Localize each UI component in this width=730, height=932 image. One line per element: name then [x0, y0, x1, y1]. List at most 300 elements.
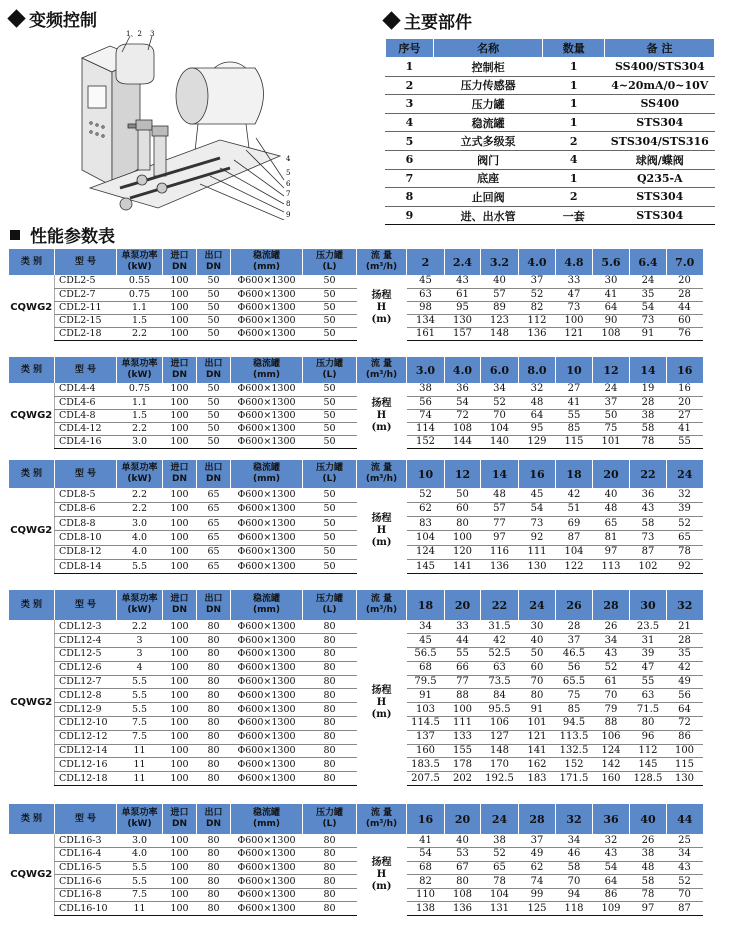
col-outlet-unit: DN	[205, 819, 221, 829]
head-value-cell: 125	[519, 902, 556, 916]
head-value-cell: 94.5	[556, 717, 593, 731]
col-model-label: 型 号	[74, 468, 97, 479]
stabilizer-cell: Φ600×1300	[231, 328, 303, 341]
power-cell: 5.5	[117, 689, 163, 703]
head-value-cell: 106	[593, 730, 630, 744]
outlet-cell: 80	[197, 717, 231, 731]
flow-value: 20	[445, 804, 481, 834]
outlet-cell: 80	[197, 902, 231, 916]
parts-heading: 主要部件	[385, 8, 472, 33]
col-power-unit: (kW)	[127, 262, 152, 272]
head-value-cell: 37	[519, 275, 556, 288]
inlet-cell: 100	[163, 888, 197, 902]
pressure-tank-cell: 50	[303, 328, 357, 341]
model-cell: CDL12-6	[55, 661, 117, 675]
power-cell: 0.55	[117, 275, 163, 288]
lift-label-line: 扬程	[371, 397, 392, 409]
power-cell: 2.2	[117, 620, 163, 634]
head-value-cell: 112	[519, 315, 556, 328]
head-value-cell: 65	[593, 517, 630, 531]
model-cell: CDL4-12	[55, 423, 117, 436]
flow-value: 26	[556, 590, 593, 620]
head-value-cell: 85	[556, 423, 593, 436]
power-cell: 7.5	[117, 717, 163, 731]
col-flow-label: 流 量	[370, 808, 393, 818]
head-value-cell: 46	[556, 848, 593, 862]
flow-value: 32	[667, 590, 703, 620]
head-value-cell: 42	[556, 488, 593, 502]
head-value-cell: 58	[630, 423, 667, 436]
model-cell: CDL12-18	[55, 772, 117, 786]
col-category	[9, 249, 55, 275]
col-model	[55, 249, 117, 275]
col-flow-label: 流 量	[370, 251, 393, 261]
square-bullet-icon	[10, 230, 20, 240]
parts-table	[385, 38, 715, 225]
head-value-cell: 101	[519, 717, 556, 731]
head-value-cell: 52	[481, 848, 519, 862]
inlet-cell: 100	[163, 620, 197, 634]
head-value-cell: 118	[556, 902, 593, 916]
head-value-cell: 124	[593, 744, 630, 758]
inlet-cell: 100	[163, 758, 197, 772]
head-value-cell: 76	[667, 328, 703, 341]
parts-row	[386, 95, 715, 114]
col-power-unit: (kW)	[127, 474, 152, 484]
head-value-cell: 110	[407, 888, 445, 902]
head-value-cell: 40	[481, 275, 519, 288]
col-power-unit: (kW)	[127, 605, 152, 615]
flow-value: 20	[593, 460, 630, 488]
head-value-cell: 192.5	[481, 772, 519, 786]
head-value-cell: 100	[445, 531, 481, 545]
col-outlet-unit: DN	[205, 474, 221, 484]
head-value-cell: 77	[445, 675, 481, 689]
flow-value: 6.4	[630, 249, 667, 275]
head-value-cell: 79	[593, 703, 630, 717]
inlet-cell: 100	[163, 744, 197, 758]
head-value-cell: 54	[445, 396, 481, 409]
head-value-cell: 63	[630, 689, 667, 703]
head-value-cell: 87	[556, 531, 593, 545]
table-row	[9, 275, 730, 288]
stabilizer-cell: Φ600×1300	[231, 383, 303, 396]
col-outlet-label: 出口	[204, 251, 223, 261]
model-cell: CDL12-14	[55, 744, 117, 758]
head-value-cell: 52.5	[481, 648, 519, 662]
power-cell: 2.2	[117, 488, 163, 502]
col-inlet	[163, 460, 197, 488]
outlet-cell: 80	[197, 861, 231, 875]
head-value-cell: 43	[445, 275, 481, 288]
head-value-cell: 43	[667, 861, 703, 875]
power-cell: 7.5	[117, 888, 163, 902]
part-name: 控制柜	[433, 58, 543, 77]
model-cell: CDL12-3	[55, 620, 117, 634]
head-value-cell: 121	[556, 328, 593, 341]
outlet-cell: 50	[197, 288, 231, 301]
head-value-cell: 78	[667, 545, 703, 559]
head-value-cell: 51	[556, 502, 593, 516]
head-value-cell: 60	[519, 661, 556, 675]
pressure-tank-cell: 80	[303, 675, 357, 689]
head-value-cell: 106	[481, 717, 519, 731]
head-value-cell: 28	[667, 288, 703, 301]
pressure-tank-cell: 50	[303, 383, 357, 396]
head-value-cell: 88	[445, 689, 481, 703]
inlet-cell: 100	[163, 396, 197, 409]
stabilizer-cell: Φ600×1300	[231, 848, 303, 862]
head-value-cell: 83	[407, 517, 445, 531]
booster-system-drawing	[70, 28, 300, 220]
head-value-cell: 87	[630, 545, 667, 559]
outlet-cell: 65	[197, 517, 231, 531]
inlet-cell: 100	[163, 834, 197, 848]
head-value-cell: 43	[593, 648, 630, 662]
col-inlet-label: 进口	[170, 594, 189, 604]
head-value-cell: 145	[407, 559, 445, 573]
head-value-cell: 123	[481, 315, 519, 328]
head-value-cell: 44	[667, 301, 703, 314]
col-inlet-label: 进口	[170, 463, 189, 473]
col-category-label: 类 别	[20, 468, 43, 479]
performance-table	[8, 804, 730, 916]
head-value-cell: 72	[667, 717, 703, 731]
power-cell: 5.5	[117, 703, 163, 717]
head-value-cell: 122	[556, 559, 593, 573]
head-value-cell: 45	[407, 634, 445, 648]
col-category-label: 类 别	[20, 813, 43, 824]
power-cell: 4.0	[117, 545, 163, 559]
inlet-cell: 100	[163, 559, 197, 573]
head-value-cell: 43	[630, 502, 667, 516]
outlet-cell: 80	[197, 648, 231, 662]
pressure-tank-cell: 80	[303, 848, 357, 862]
col-power-unit: (kW)	[127, 370, 152, 380]
stabilizer-cell: Φ600×1300	[231, 396, 303, 409]
head-value-cell: 33	[556, 275, 593, 288]
col-stabilizer-label: 稳流罐	[252, 808, 280, 818]
inlet-cell: 100	[163, 875, 197, 889]
flow-value: 32	[556, 804, 593, 834]
head-value-cell: 40	[519, 634, 556, 648]
part-name: 稳流罐	[433, 113, 543, 132]
head-value-cell: 162	[519, 758, 556, 772]
head-value-cell: 61	[445, 288, 481, 301]
head-value-cell: 171.5	[556, 772, 593, 786]
inlet-cell: 100	[163, 423, 197, 436]
flow-value: 24	[519, 590, 556, 620]
flow-value: 3.0	[407, 357, 445, 383]
head-value-cell: 38	[630, 409, 667, 422]
col-power	[117, 460, 163, 488]
head-value-cell: 49	[519, 848, 556, 862]
model-cell: CDL16-6	[55, 875, 117, 889]
performance-table	[8, 357, 730, 449]
lift-label-line: H	[376, 301, 387, 313]
head-value-cell: 41	[593, 288, 630, 301]
head-value-cell: 24	[593, 383, 630, 396]
head-value-cell: 131	[481, 902, 519, 916]
flow-value: 2	[407, 249, 445, 275]
outlet-cell: 80	[197, 744, 231, 758]
stabilizer-cell: Φ600×1300	[231, 488, 303, 502]
col-outlet-unit: DN	[205, 262, 221, 272]
head-value-cell: 115	[556, 436, 593, 449]
power-cell: 4.0	[117, 531, 163, 545]
part-no: 9	[386, 206, 434, 225]
head-value-cell: 104	[407, 531, 445, 545]
head-value-cell: 134	[407, 315, 445, 328]
stabilizer-cell: Φ600×1300	[231, 703, 303, 717]
pressure-tank-cell: 80	[303, 634, 357, 648]
head-value-cell: 148	[481, 744, 519, 758]
head-value-cell: 62	[519, 861, 556, 875]
model-cell: CDL12-7	[55, 675, 117, 689]
head-value-cell: 43	[593, 848, 630, 862]
col-model	[55, 460, 117, 488]
col-flow-label: 流 量	[370, 359, 393, 369]
pressure-tank-cell: 80	[303, 730, 357, 744]
head-value-cell: 52	[593, 661, 630, 675]
part-note: 球阀/蝶阀	[605, 150, 715, 169]
power-cell: 4	[117, 661, 163, 675]
col-category	[9, 590, 55, 620]
perf-header-row	[9, 460, 730, 488]
head-value-cell: 136	[519, 328, 556, 341]
head-value-cell: 80	[630, 717, 667, 731]
flow-value: 28	[519, 804, 556, 834]
lift-label-line: (m)	[371, 421, 392, 433]
flow-value: 28	[593, 590, 630, 620]
head-value-cell: 58	[630, 517, 667, 531]
head-value-cell: 73	[556, 301, 593, 314]
power-cell: 11	[117, 902, 163, 916]
head-value-cell: 109	[593, 902, 630, 916]
power-cell: 2.2	[117, 423, 163, 436]
model-cell: CDL16-3	[55, 834, 117, 848]
col-pressure-tank-unit: (L)	[322, 819, 337, 829]
stabilizer-cell: Φ600×1300	[231, 744, 303, 758]
flow-value: 7.0	[667, 249, 703, 275]
pressure-tank-cell: 50	[303, 315, 357, 328]
category-cell: CQWG2	[10, 524, 53, 536]
col-stabilizer-label: 稳流罐	[252, 594, 280, 604]
flow-value: 18	[556, 460, 593, 488]
head-value-cell: 54	[593, 861, 630, 875]
head-value-cell: 33	[445, 620, 481, 634]
head-value-cell: 116	[481, 545, 519, 559]
table-row	[9, 488, 730, 502]
callout-1-2: 1、2	[126, 30, 142, 38]
head-value-cell: 64	[593, 301, 630, 314]
head-value-cell: 138	[407, 902, 445, 916]
power-cell: 1.5	[117, 315, 163, 328]
outlet-cell: 50	[197, 301, 231, 314]
outlet-cell: 65	[197, 502, 231, 516]
model-cell: CDL12-16	[55, 758, 117, 772]
pressure-tank-cell: 80	[303, 648, 357, 662]
flow-value: 22	[481, 590, 519, 620]
part-name: 压力传感器	[433, 76, 543, 95]
callout-8: 8	[286, 200, 291, 208]
stabilizer-cell: Φ600×1300	[231, 620, 303, 634]
head-value-cell: 70	[519, 675, 556, 689]
head-value-cell: 38	[407, 383, 445, 396]
head-value-cell: 27	[556, 383, 593, 396]
col-pressure-tank-unit: (L)	[322, 262, 337, 272]
part-no: 5	[386, 132, 434, 151]
outlet-cell: 50	[197, 436, 231, 449]
model-cell: CDL2-18	[55, 328, 117, 341]
head-value-cell: 19	[630, 383, 667, 396]
power-cell: 5.5	[117, 559, 163, 573]
inlet-cell: 100	[163, 328, 197, 341]
table-row	[9, 620, 730, 634]
col-inlet	[163, 357, 197, 383]
head-value-cell: 28	[630, 396, 667, 409]
lift-label-line: (m)	[371, 313, 392, 325]
head-value-cell: 95	[445, 301, 481, 314]
head-value-cell: 47	[556, 288, 593, 301]
outlet-cell: 65	[197, 545, 231, 559]
part-no: 6	[386, 150, 434, 169]
model-cell: CDL2-11	[55, 301, 117, 314]
head-value-cell: 137	[407, 730, 445, 744]
part-note: 4~20mA/0~10V	[605, 76, 715, 95]
stabilizer-cell: Φ600×1300	[231, 902, 303, 916]
power-cell: 1.1	[117, 396, 163, 409]
lift-label-cell	[357, 275, 407, 341]
power-cell: 7.5	[117, 730, 163, 744]
pressure-tank-cell: 80	[303, 620, 357, 634]
stabilizer-cell: Φ600×1300	[231, 648, 303, 662]
col-outlet-label: 出口	[204, 463, 223, 473]
lift-label-cell	[357, 488, 407, 574]
col-model-label: 型 号	[74, 599, 97, 610]
head-value-cell: 74	[519, 875, 556, 889]
head-value-cell: 70	[481, 409, 519, 422]
flow-value: 12	[445, 460, 481, 488]
inlet-cell: 100	[163, 531, 197, 545]
outlet-cell: 50	[197, 328, 231, 341]
head-value-cell: 34	[593, 634, 630, 648]
col-inlet-label: 进口	[170, 359, 189, 369]
perf-header-row	[9, 804, 730, 834]
head-value-cell: 152	[407, 436, 445, 449]
inlet-cell: 100	[163, 675, 197, 689]
col-model-label: 型 号	[74, 256, 97, 267]
head-value-cell: 170	[481, 758, 519, 772]
col-stabilizer-unit: (mm)	[253, 474, 280, 484]
pressure-tank-cell: 80	[303, 661, 357, 675]
head-value-cell: 39	[667, 502, 703, 516]
head-value-cell: 27	[667, 409, 703, 422]
pressure-tank-cell: 80	[303, 703, 357, 717]
parts-row	[386, 169, 715, 188]
category-cell: CQWG2	[10, 696, 53, 708]
pressure-tank-cell: 80	[303, 744, 357, 758]
performance-table	[8, 249, 730, 341]
col-flow-unit: (m³/h)	[365, 370, 398, 380]
pressure-tank-cell: 50	[303, 423, 357, 436]
model-cell: CDL16-10	[55, 902, 117, 916]
head-value-cell: 45	[519, 488, 556, 502]
head-value-cell: 65	[481, 861, 519, 875]
col-inlet-unit: DN	[171, 819, 187, 829]
head-value-cell: 207.5	[407, 772, 445, 786]
head-value-cell: 58	[630, 875, 667, 889]
col-power-label: 单泵功率	[121, 463, 158, 473]
inlet-cell: 100	[163, 661, 197, 675]
parts-row	[386, 113, 715, 132]
pressure-tank-cell: 50	[303, 502, 357, 516]
head-value-cell: 31.5	[481, 620, 519, 634]
flow-value: 18	[407, 590, 445, 620]
part-qty: 1	[543, 169, 605, 188]
pressure-tank-cell: 50	[303, 488, 357, 502]
pressure-tank-cell: 50	[303, 301, 357, 314]
model-cell: CDL12-5	[55, 648, 117, 662]
lift-label-line: 扬程	[371, 289, 392, 301]
flow-value: 24	[667, 460, 703, 488]
stabilizer-cell: Φ600×1300	[231, 634, 303, 648]
col-pressure-tank-label: 压力罐	[315, 359, 343, 369]
head-value-cell: 99	[519, 888, 556, 902]
head-value-cell: 39	[630, 648, 667, 662]
head-value-cell: 145	[630, 758, 667, 772]
model-cell: CDL2-7	[55, 288, 117, 301]
head-value-cell: 35	[630, 288, 667, 301]
model-cell: CDL4-16	[55, 436, 117, 449]
part-no: 7	[386, 169, 434, 188]
head-value-cell: 28	[556, 620, 593, 634]
flow-value: 40	[630, 804, 667, 834]
head-value-cell: 73	[630, 315, 667, 328]
col-outlet	[197, 357, 231, 383]
flow-value: 10	[556, 357, 593, 383]
head-value-cell: 73	[630, 531, 667, 545]
diamond-bullet-icon	[382, 11, 400, 29]
head-value-cell: 38	[481, 834, 519, 848]
flow-value: 2.4	[445, 249, 481, 275]
head-value-cell: 56	[407, 396, 445, 409]
col-outlet-label: 出口	[204, 808, 223, 818]
inlet-cell: 100	[163, 902, 197, 916]
head-value-cell: 56	[556, 661, 593, 675]
model-cell: CDL8-14	[55, 559, 117, 573]
head-value-cell: 75	[593, 423, 630, 436]
head-value-cell: 141	[445, 559, 481, 573]
outlet-cell: 50	[197, 383, 231, 396]
head-value-cell: 75	[556, 689, 593, 703]
head-value-cell: 55	[556, 409, 593, 422]
head-value-cell: 52	[519, 288, 556, 301]
stabilizer-cell: Φ600×1300	[231, 559, 303, 573]
callout-5: 5	[286, 169, 291, 177]
head-value-cell: 24	[630, 275, 667, 288]
head-value-cell: 48	[630, 861, 667, 875]
outlet-cell: 80	[197, 875, 231, 889]
head-value-cell: 30	[519, 620, 556, 634]
head-value-cell: 121	[519, 730, 556, 744]
pressure-tank-cell: 50	[303, 531, 357, 545]
lift-label-line: 扬程	[371, 512, 392, 524]
head-value-cell: 97	[593, 545, 630, 559]
head-value-cell: 36	[630, 488, 667, 502]
head-value-cell: 113.5	[556, 730, 593, 744]
head-value-cell: 141	[519, 744, 556, 758]
